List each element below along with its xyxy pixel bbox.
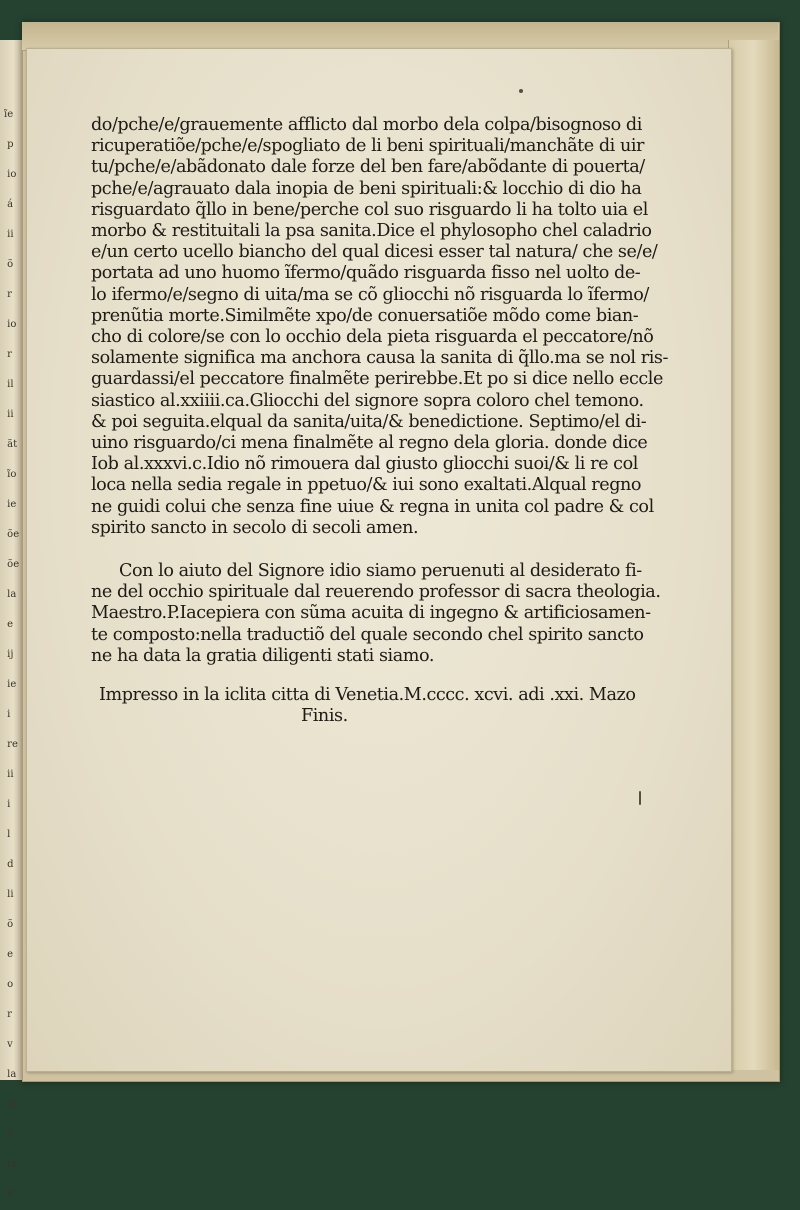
text-line: spirito sancto in secolo di secoli amen.: [91, 517, 419, 538]
text-line: tu/pche/e/abãdonato dale forze del ben fare/abõdante di pouerta/: [91, 157, 645, 178]
text-line: guardassi/el peccatore finalmẽte perirebbe.Et po si dice nello eccle: [91, 369, 663, 390]
text-line: uino risguardo/ci mena finalmẽte al regno dela gloria. donde dice: [91, 433, 648, 454]
main-paragraph: [91, 115, 668, 539]
text-line: solamente significa ma anchora causa la sanita di q̃llo.ma se nol ris-: [91, 348, 668, 369]
printed-page: [26, 48, 732, 1072]
text-line: Con lo aiuto del Signore idio siamo peruenuti al desiderato fi-: [119, 561, 642, 582]
paragraph-gap: [91, 539, 657, 561]
text-line: pche/e/agrauato dala inopia de beni spirituali:& locchio di dio ha: [91, 178, 642, 199]
text-line: siastico al.xxiiii.ca.Gliocchi del signore sopra coloro chel temono.: [91, 390, 644, 411]
text-line: morbo & restituitali la psa sanita.Dice el phylosopho chel caladrio: [91, 221, 652, 242]
text-line: cho di colore/se con lo occhio dela pieta risguarda el peccatore/nõ: [91, 327, 654, 348]
text-line: te composto:nella traductiõ del quale secondo chel spirito sancto: [91, 624, 644, 645]
board-right-edge: [728, 40, 779, 1070]
facing-page-edge: [0, 40, 24, 1200]
colophon: Impresso in la iclita citta di Venetia.M.cccc. xcvi. adi .xxi. Mazo: [99, 685, 636, 706]
text-line: e/un certo ucello biancho del qual dicesi esser tal natura/ che se/e/: [91, 242, 658, 263]
text-line: lo ifermo/e/segno di uita/ma se cõ gliocchi nõ risguarda lo ĩfermo/: [91, 284, 649, 305]
text-line: ne ha data la gratia diligenti stati siamo.: [91, 645, 434, 666]
text-line: loca nella sedia regale in ppetuo/& iui sono exaltati.Alqual regno: [91, 475, 642, 496]
board-top-edge: [22, 22, 778, 51]
text-line: Iob al.xxxvi.c.Idio nõ rimouera dal giusto gliocchi suoi/& li re col: [91, 454, 638, 475]
text-line: prenũtia morte.Similmẽte xpo/de conuersatiõe mõdo come bian-: [91, 305, 639, 326]
facing-page-marks: ĩe p io á ii õ r io r il ii ãt ĩo ie õe õe la e ij ie i re ii i l d li õ e o r v la io õ te õ: [4, 109, 20, 1200]
paper-mark: [639, 791, 641, 805]
paper-speck: [519, 89, 523, 93]
text-line: Maestro.P.Iacepiera con sũma acuita di ingegno & artificiosamen-: [91, 603, 651, 624]
closing-paragraph: [91, 561, 661, 667]
text-line: ne guidi colui che senza fine uiue & regna in unita col padre & col: [91, 496, 654, 517]
text-block: [91, 115, 668, 727]
text-line: ricuperatiõe/pche/e/spogliato de li beni spirituali/manchãte di uir: [91, 136, 645, 157]
text-line: do/pche/e/grauemente afflicto dal morbo dela colpa/bisognoso di: [91, 115, 642, 135]
finis: Finis.: [301, 706, 348, 727]
text-line: portata ad uno huomo ĩfermo/quãdo risguarda fisso nel uolto de-: [91, 263, 641, 284]
text-line: ne del occhio spirituale dal reuerendo professor di sacra theologia.: [91, 582, 661, 603]
text-line: & poi seguita.elqual da sanita/uita/& benedictione. Septimo/el di-: [91, 411, 647, 432]
text-line: risguardato q̃llo in bene/perche col suo risguardo li ha tolto uia el: [91, 199, 648, 220]
paragraph-gap: [91, 667, 657, 685]
